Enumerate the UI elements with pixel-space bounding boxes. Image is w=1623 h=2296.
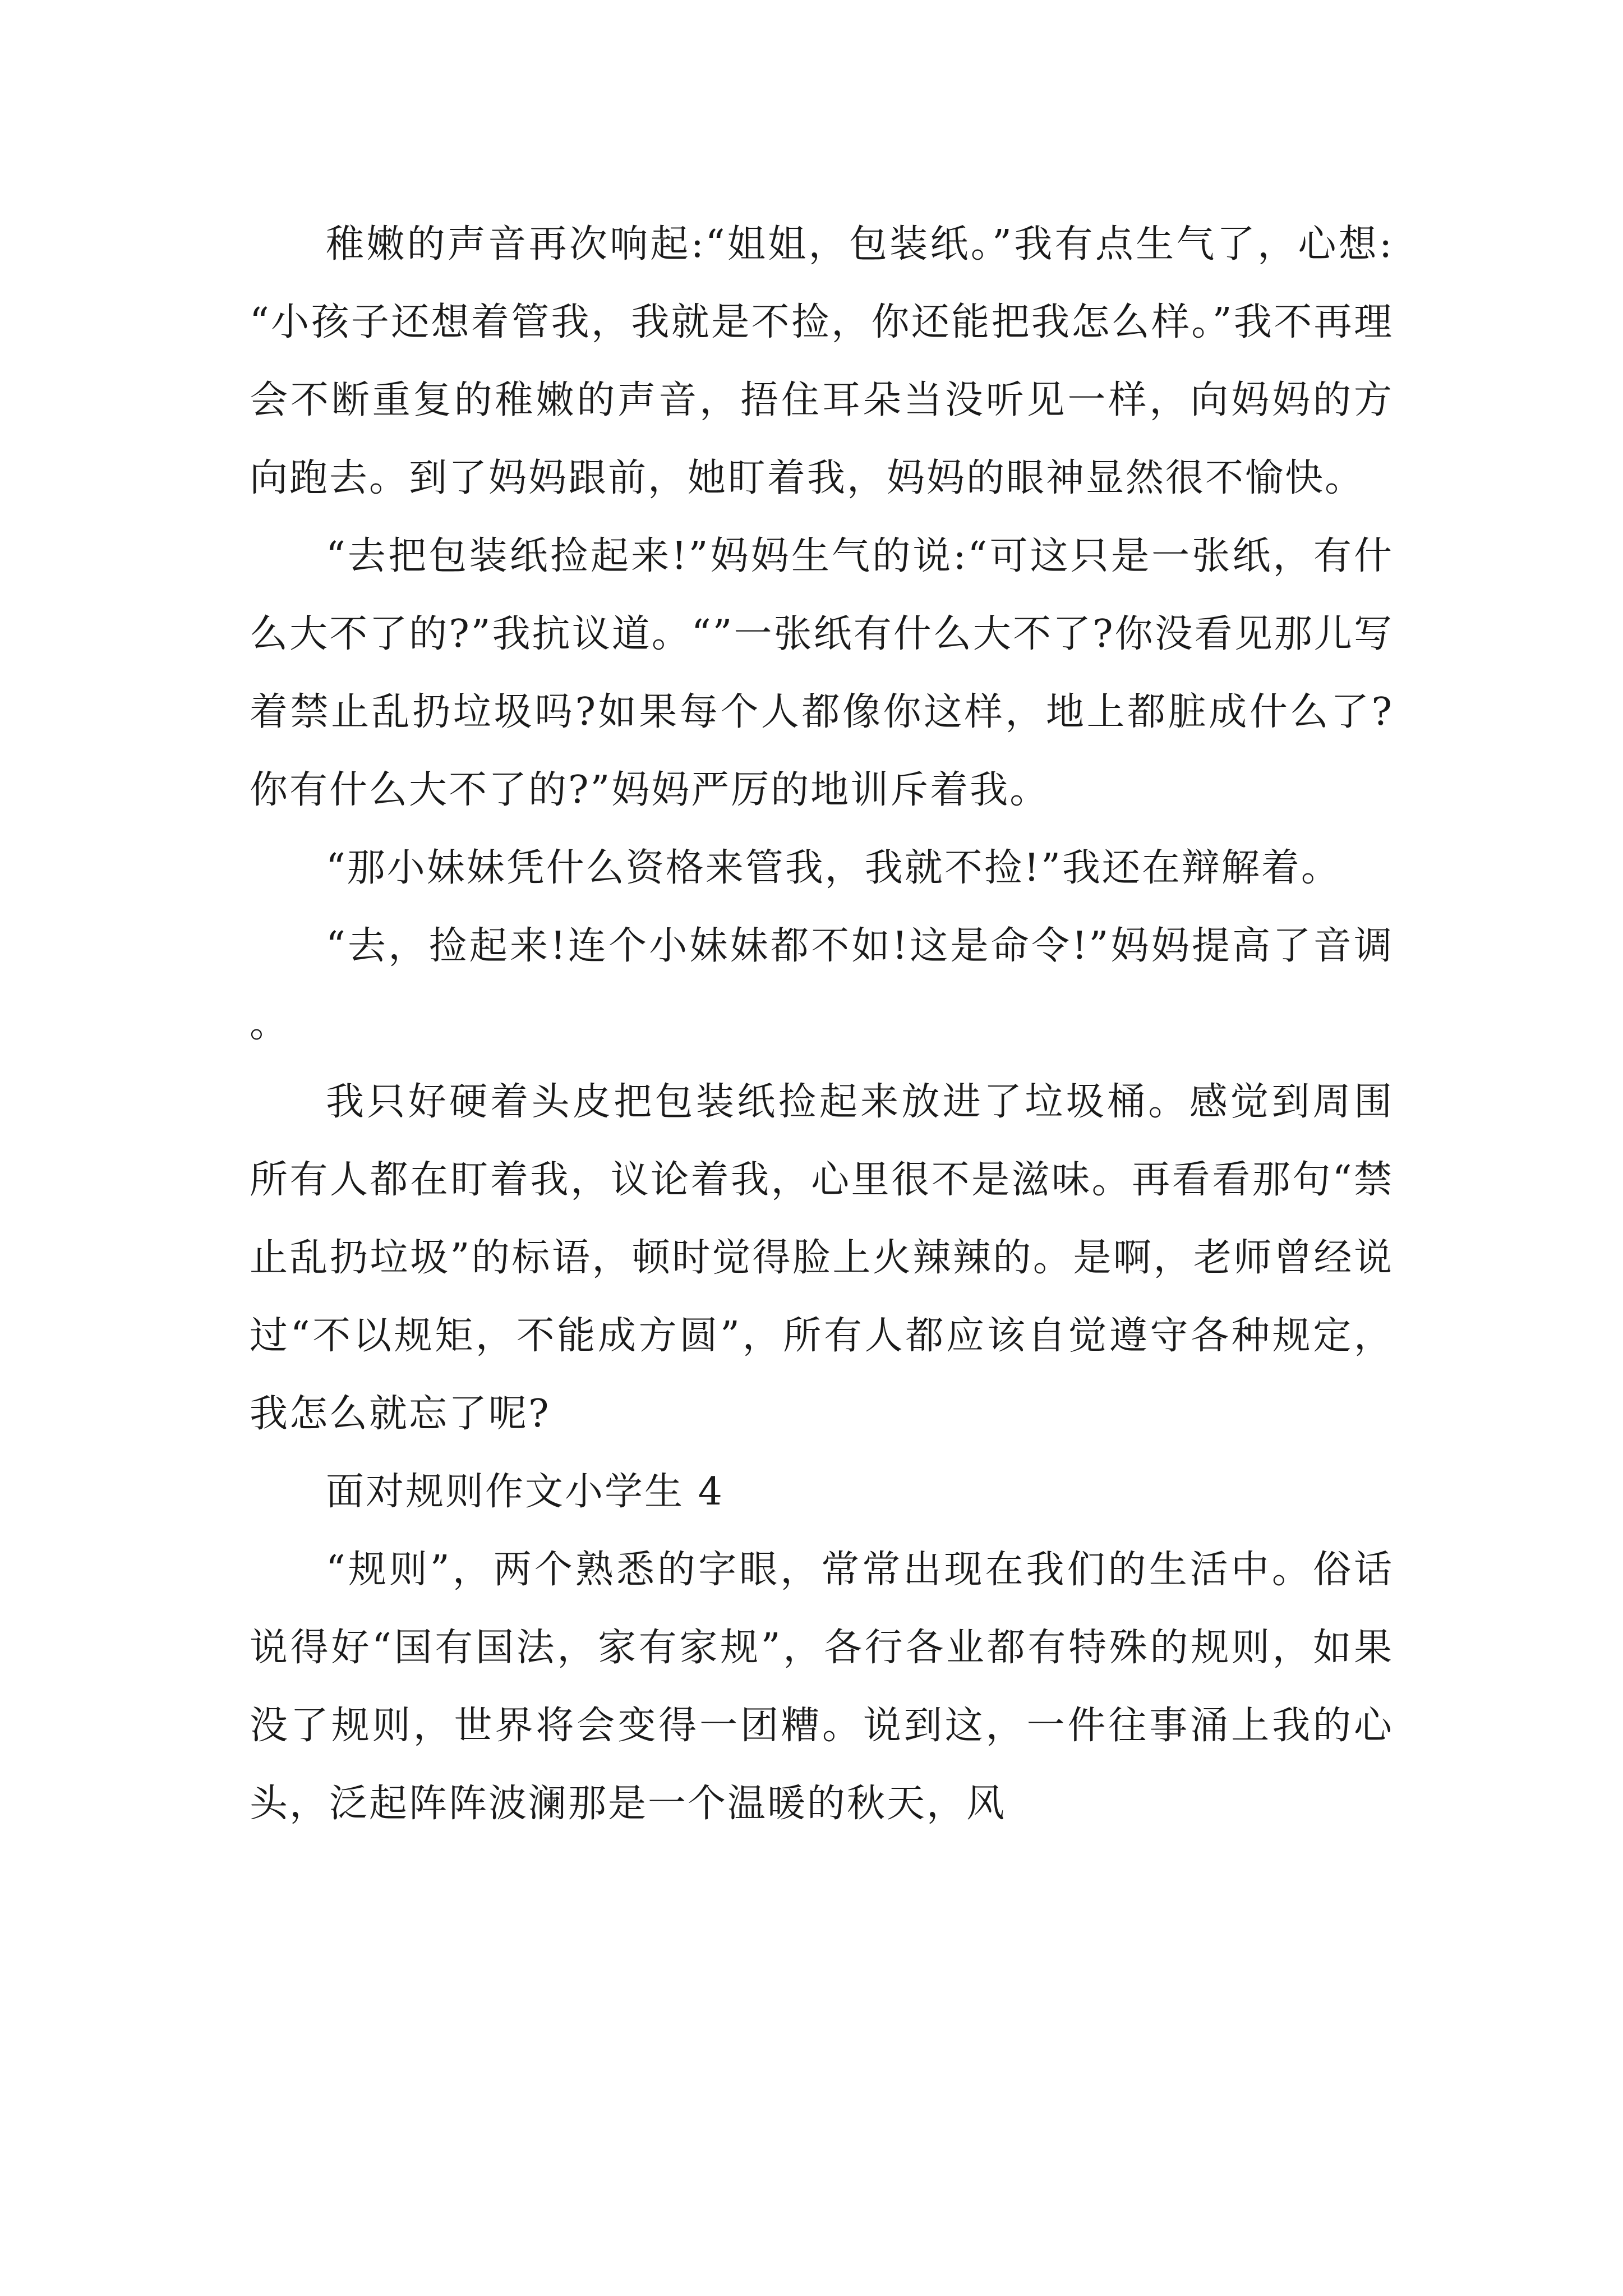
paragraph-3: “那小妹妹凭什么资格来管我，我就不捡!”我还在辩解着。	[326, 846, 1341, 890]
section-heading: 面对规则作文小学生 4	[326, 1470, 724, 1514]
paragraph-1: 稚嫩的声音再次响起:“姐姐，包装纸。”我有点生气了，心想:“小孩子还想着管我，我就是不捡，你还能把我怎么样。”我不再理会不断重复的稚嫩的声音，捂住耳朵当没听见一样，向妈妈的方向跑去。到了妈妈跟前，她盯着我，妈妈的眼神显然很不愉快。	[250, 222, 1394, 500]
paragraph-4: “去，捡起来!连个小妹妹都不如!这是命令!”妈妈提高了音调。	[250, 924, 1394, 1046]
paragraph-6: “规则”，两个熟悉的字眼，常常出现在我们的生活中。俗话说得好“国有国法，家有家规”，各行各业都有特殊的规则，如果没了规则，世界将会变得一团糟。说到这，一件往事涌上我的心头，泛起阵阵波澜那是一个温暖的秋天，风	[250, 1548, 1394, 1826]
document-body	[250, 205, 1394, 1843]
paragraph-2: “去把包装纸捡起来!”妈妈生气的说:“可这只是一张纸，有什么大不了的?”我抗议道。“”一张纸有什么大不了?你没看见那儿写着禁止乱扔垃圾吗?如果每个人都像你这样，地上都脏成什么了?你有什么大不了的?”妈妈严厉的地训斥着我。	[250, 534, 1394, 812]
paragraph-5: 我只好硬着头皮把包装纸捡起来放进了垃圾桶。感觉到周围所有人都在盯着我，议论着我，心里很不是滋味。再看看那句“禁止乱扔垃圾”的标语，顿时觉得脸上火辣辣的。是啊，老师曾经说过“不以规矩，不能成方圆”，所有人都应该自觉遵守各种规定，我怎么就忘了呢?	[250, 1080, 1394, 1436]
